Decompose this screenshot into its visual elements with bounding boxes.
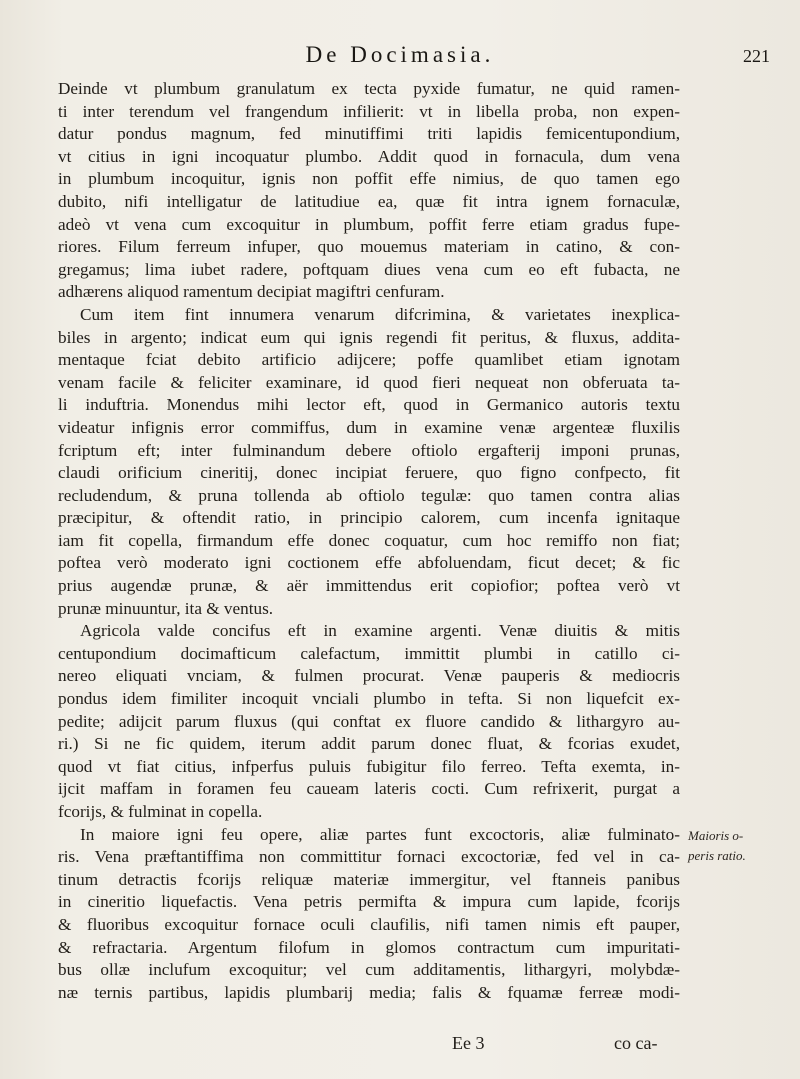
catchword: co ca- <box>614 1033 658 1053</box>
text-line: fcorijs, & fulminat in copella. <box>58 802 263 821</box>
text-line: videatur infignis error commiffus, dum in examine venæ argenteæ fluxilis <box>58 417 680 437</box>
text-line: næ ternis partibus, lapidis plumbarij media; falis & fquamæ ferreæ modi- <box>58 982 680 1002</box>
text-line: & fluoribus excoquitur fornace oculi claufilis, nifi tamen nimis eft pauper, <box>58 914 680 934</box>
text-line: biles in argento; indicat eum qui ignis regendi fit peritus, & fluxus, addita- <box>58 327 680 347</box>
page-footer <box>0 1033 800 1059</box>
text-line: mentaque fciat debito artificio adijcere; poffe quamlibet etiam ignotam <box>58 350 680 370</box>
text-line: claudi orificium cineritij, donec incipiat feruere, quo figno confpecto, fit <box>58 463 680 483</box>
text-line: poftea verò moderato igni coctionem effe abfoluendam, ficut decet; & fic <box>58 553 680 573</box>
page-header <box>0 42 800 72</box>
text-line: quod vt fiat citius, infperfus puluis fubigitur filo ferreo. Tefta exemta, in- <box>58 756 680 776</box>
text-line: prius augendæ prunæ, & aër immittendus erit copiofior; poftea verò vt <box>58 576 680 596</box>
page-number: 221 <box>743 46 770 66</box>
text-line: In maiore igni feu opere, aliæ partes funt excoctoris, aliæ fulminato- <box>80 824 680 844</box>
text-line: adhærens aliquod ramentum decipiat magiftri cenfuram. <box>58 282 445 302</box>
text-line: datur pondus magnum, fed minutiffimi triti lapidis femicentupondium, <box>58 124 680 144</box>
text-line: iam fit copella, firmandum effe donec coquatur, cum hoc remiffo non fiat; <box>58 530 680 550</box>
text-line: tinum detractis fcorijs reliquæ materiæ immergitur, vel ftanneis panibus <box>58 869 680 889</box>
text-line: ti inter terendum vel frangendum infilierit: vt in libella proba, non expen- <box>58 101 680 121</box>
text-line: ri.) Si ne fic quidem, iterum addit parum donec fluat, & fcorias exudet, <box>58 734 680 754</box>
margin-note: Maioris o- peris ratio. <box>688 828 746 863</box>
text-line: nereo eliquati vnciam, & fulmen procurat. Venæ pauperis & mediocris <box>58 666 680 686</box>
text-line: fcriptum eft; inter fulminandum debere oftiolo ergafterij imponi prunas, <box>58 440 680 460</box>
text-line: prunæ minuuntur, ita & ventus. <box>58 598 274 618</box>
text-line: gregamus; lima iubet radere, poftquam diues vena cum eo eft fubacta, ne <box>58 259 680 279</box>
text-line: recludendum, & pruna tollenda ab oftiolo tegulæ: quo tamen contra alias <box>58 485 680 505</box>
text-line: bus ollæ inclufum excoquitur; vel cum additamentis, lithargyri, molybdæ- <box>58 960 680 980</box>
text-line: præcipitur, & oftendit ratio, in principio calorem, cum incenfa ignitaque <box>58 508 680 528</box>
text-line: li induftria. Monendus mihi lector eft, quod in Germanico autoris textu <box>58 395 680 415</box>
text-line: ris. Vena præftantiffima non committitur fornaci excoctoriæ, fed vel in ca- <box>58 847 680 867</box>
signature-mark: Ee 3 <box>452 1033 485 1053</box>
text-line: riores. Filum ferreum infuper, quo mouemus materiam in catino, & con- <box>58 237 680 257</box>
text-line: Agricola valde concifus eft in examine argenti. Venæ diuitis & mitis <box>80 621 680 641</box>
body-text <box>58 78 680 1004</box>
text-line: in cineritio liquefactis. Vena petris permifta & impura cum lapide, fcorijs <box>58 892 680 912</box>
text-line: Deinde vt plumbum granulatum ex tecta pyxide fumatur, ne quid ramen- <box>58 79 680 98</box>
text-line: venam facile & feliciter examinare, id quod fieri nequeat non obferuata ta- <box>58 372 680 392</box>
text-line: pedite; adijcit parum fluxus (qui conftat ex fluore candido & lithargyro au- <box>58 711 680 731</box>
text-line: vt citius in igni incoquatur plumbo. Addit quod in fornacula, dum vena <box>58 146 680 166</box>
text-line: adeò vt vena cum excoquitur in plumbum, poffit ferre etiam gradus fupe- <box>58 214 680 234</box>
text-line: Cum item fint innumera venarum difcrimina, & varietates inexplica- <box>80 304 680 324</box>
running-title: De Docimasia. <box>305 42 495 67</box>
text-line: in plumbum incoquitur, ignis non poffit effe nimius, de quo tamen ego <box>58 169 680 189</box>
text-line: dubito, nifi intelligatur de latitudiue ea, quæ fit intra ignem fornaculæ, <box>58 191 680 211</box>
text-line: ijcit maffam in foramen feu caueam lateris cocti. Cum refrixerit, purgat a <box>58 779 680 799</box>
text-line: centupondium docimafticum calefactum, immittit plumbi in catillo ci- <box>58 643 680 663</box>
text-line: pondus idem fimiliter incoquit vnciali plumbo in tefta. Si non liquefcit ex- <box>58 689 680 709</box>
text-line: & refractaria. Argentum filofum in glomos contractum cum impuritati- <box>58 937 680 957</box>
